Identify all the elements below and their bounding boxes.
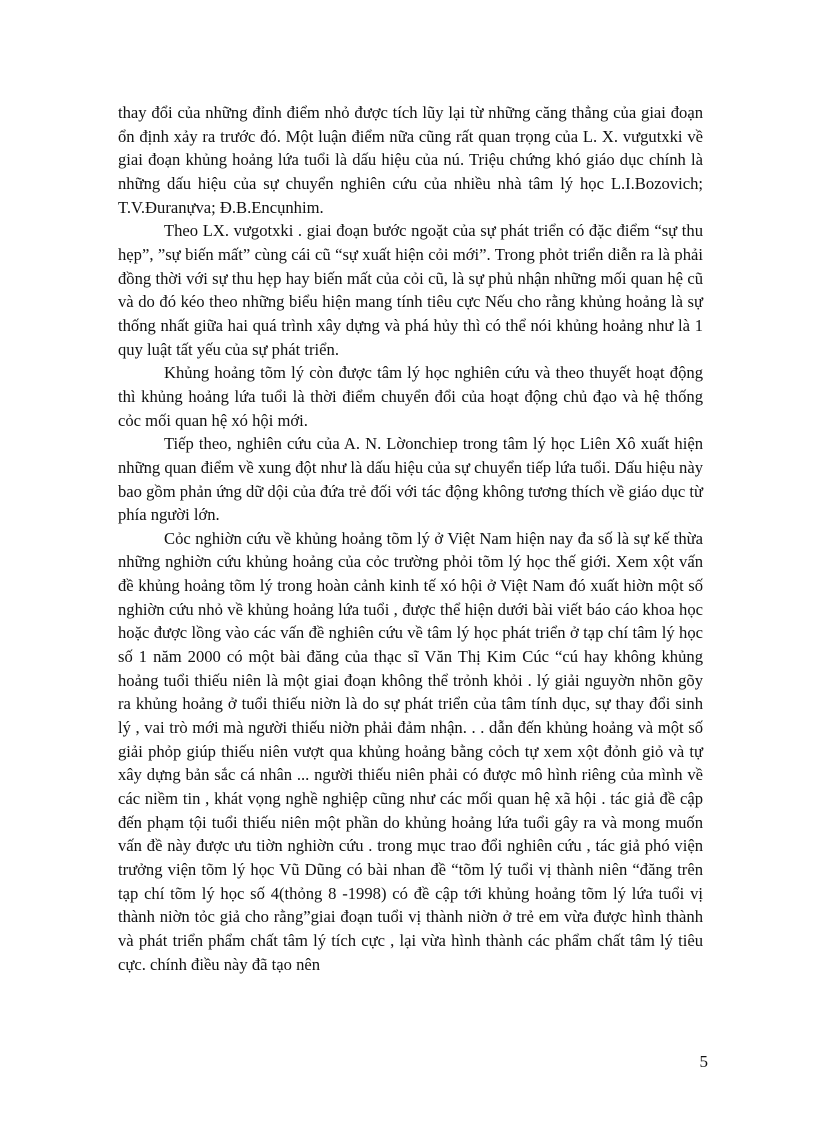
paragraph-5: Cỏc nghiờn cứu về khủng hoảng tõm lý ở Việt Nam hiện nay đa số là sự kế thừa những nghiờn cứu khủng hoảng của cỏc trường phỏi tõm lý học thế giới. Xem xột vấn đề khủng hoảng tõm lý trong hoàn cảnh kinh tế xó hội ở Việt Nam đó xuất hiờn một số nghiờn cứu nhỏ về khủng hoảng lứa tuổi , được thể hiện dưới bài viết báo cáo khoa học hoặc được lồng vào các vấn đề nghiên cứu về tâm lý học phát triển ở tạp chí tâm lý học số 1 năm 2000 có một bài đăng của thạc sĩ Văn Thị Kim Cúc “cú hay không khủng hoảng tuổi thiếu niên là một giai đoạn không thể trỏnh khỏi . lý giải nguyờn nhõn gõy ra khủng hoảng ở tuổi thiếu niờn là do sự phát triển của tâm tính dục, sự thay đổi sinh lý , vai trò mới mà người thiếu niờn phải đảm nhận. . . dẫn đến khủng hoảng và một số giải phỏp giúp thiếu niên vượt qua khủng hoảng bằng cỏch tự xem xột đỏnh giỏ và tự xây dựng bản sắc cá nhân ... người thiếu niên phải có được mô hình riêng của mình về các niềm tin , khát vọng nghề nghiệp cũng như các mối quan hệ xã hội . tác giả đề cập đến phạm tội tuổi thiếu niên một phần do khủng hoảng lứa tuổi gây ra và mong muốn vấn đề này được ưu tiờn nghiờn cứu . trong mục trao đổi nghiên cứu , tác giả phó viện trưởng viện tõm lý học Vũ Dũng có bài nhan đề “tõm lý tuổi vị thành niên “đăng trên tạp chí tõm lý học số 4(thỏng 8 -1998) có đề cập tới khủng hoảng tõm lý lứa tuổi vị thành niờn tỏc giả cho rằng”giai đoạn tuổi vị thành niờn ở trẻ em vừa được hình thành và phát triển phẩm chất tâm lý tích cực , lại vừa hình thành các phẩm chất tâm lý tiêu cực. chính điều này đã tạo nên: [118, 528, 703, 974]
page-number: 5: [699, 1052, 708, 1071]
paragraph-2: Theo LX. vưgotxki . giai đoạn bước ngoặt của sự phát triển có đặc điểm “sự thu hẹp”, ”sự biến mất” cùng cái cũ “sự xuất hiện cỏi mới”. Trong phỏt triển diễn ra là phải đồng thời với sự thu hẹp hay biến mất của cỏi cũ, là sự phủ nhận những mối quan hệ cũ và do đó kéo theo những biểu hiện mang tính tiêu cực Nếu cho rằng khủng hoảng là sự thống nhất giữa hai quá trình xây dựng và phá hủy thì có thể nói khủng hoảng như là 1 quy luật tất yếu của sự phát triển.: [118, 221, 703, 359]
paragraph-1: thay đổi của những đỉnh điểm nhỏ được tích lũy lại từ những căng thẳng của giai đoạn ổn định xảy ra trước đó. Một luận điểm nữa cũng rất quan trọng của L. X. vưgutxki về giai đoạn khủng hoảng lứa tuổi là dấu hiệu của nú. Triệu chứng khó giáo dục chính là những dấu hiệu của sự chuyển nghiên cứu của nhiều nhà tâm lý học L.I.Bozovich; T.V.Đuranựva; Đ.B.Encụnhim.: [118, 103, 703, 217]
paragraph-3: Khủng hoảng tõm lý còn được tâm lý học nghiên cứu và theo thuyết hoạt động thì khủng hoảng lứa tuổi là thời điểm chuyển đổi của hoạt động chủ đạo và hệ thống cỏc mối quan hệ xó hội mới.: [118, 363, 703, 430]
body-text: [118, 101, 703, 976]
paragraph-4: Tiếp theo, nghiên cứu của A. N. Lờonchiep trong tâm lý học Liên Xô xuất hiện những quan điểm về xung đột như là dấu hiệu của sự chuyển tiếp lứa tuổi. Dấu hiệu này bao gồm phản ứng dữ dội của đứa trẻ đối với tác động không tương thích về giáo dục từ phía người lớn.: [118, 434, 703, 525]
